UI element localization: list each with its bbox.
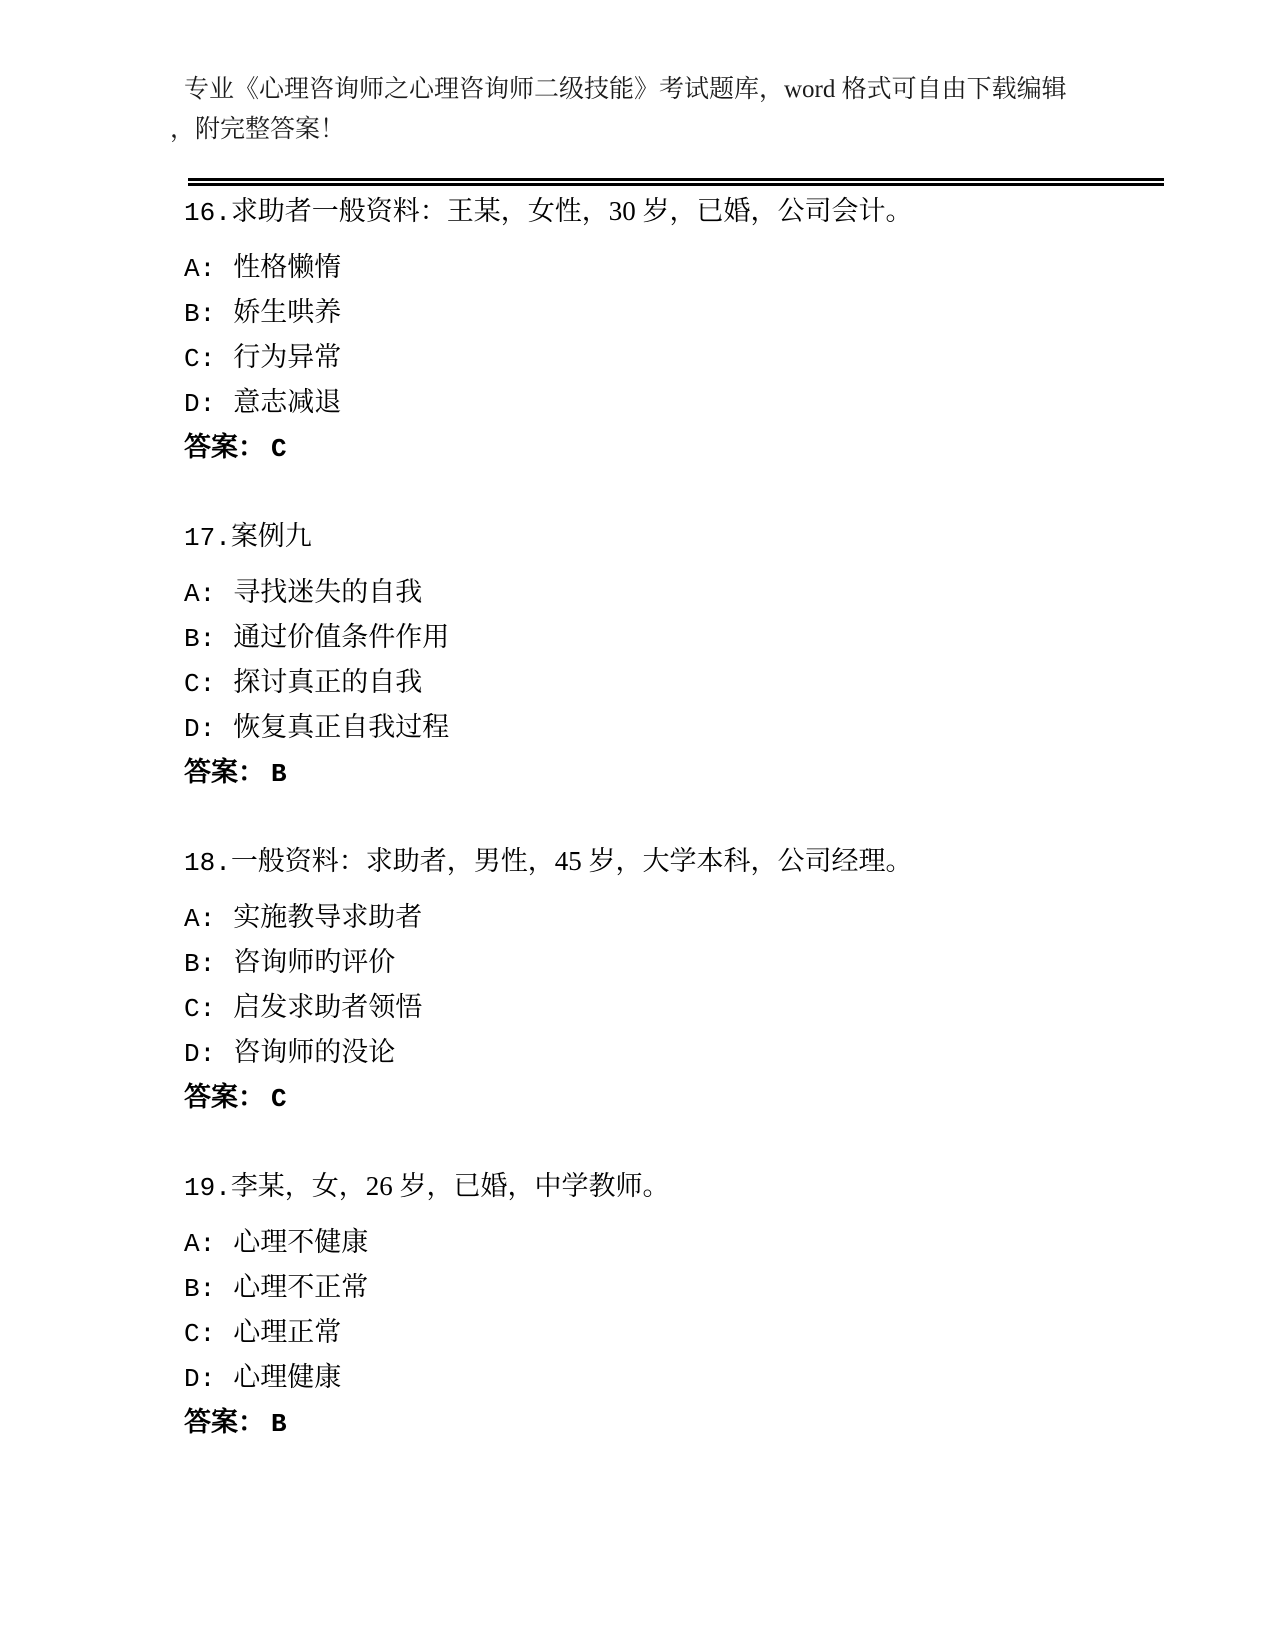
question-19 xyxy=(184,1165,1175,1446)
question-18 xyxy=(184,840,1175,1121)
option-b xyxy=(184,291,1175,336)
answer-row xyxy=(184,426,1175,471)
question-number: 19. xyxy=(184,1173,231,1203)
option-text: 心理健康 xyxy=(233,1362,342,1392)
question-number: 18. xyxy=(184,848,231,878)
option-text: 恢复真正自我过程 xyxy=(233,712,450,742)
option-a xyxy=(184,896,1175,941)
question-number: 17. xyxy=(184,523,231,553)
option-label: B: xyxy=(184,1274,216,1304)
answer-row xyxy=(184,751,1175,796)
option-label: D: xyxy=(184,1039,216,1069)
option-b xyxy=(184,941,1175,986)
option-a xyxy=(184,246,1175,291)
option-label: B: xyxy=(184,949,216,979)
question-stem-text: 案例九 xyxy=(230,521,312,551)
question-stem xyxy=(184,1165,1175,1210)
option-label: D: xyxy=(184,714,216,744)
question-stem-text: 求助者一般资料：王某，女性，30 岁，已婚，公司会计。 xyxy=(230,196,913,226)
question-17 xyxy=(184,515,1175,796)
option-label: B: xyxy=(184,299,216,329)
answer-value: B xyxy=(271,759,287,789)
option-d xyxy=(184,706,1175,751)
question-list xyxy=(184,190,1175,1446)
option-label: C: xyxy=(184,1319,216,1349)
document-header xyxy=(170,70,1175,150)
header-divider-double-rule xyxy=(188,178,1164,186)
option-a xyxy=(184,1221,1175,1266)
option-text: 意志减退 xyxy=(233,387,342,417)
answer-label: 答案： xyxy=(184,1082,265,1112)
question-stem-text: 李某，女，26 岁，已婚，中学教师。 xyxy=(230,1171,670,1201)
question-stem xyxy=(184,515,1175,560)
question-16 xyxy=(184,190,1175,471)
option-label: A: xyxy=(184,579,216,609)
header-line-1: 专业《心理咨询师之心理咨询师二级技能》考试题库，word 格式可自由下载编辑 xyxy=(184,76,1067,103)
option-d xyxy=(184,1356,1175,1401)
option-text: 探讨真正的自我 xyxy=(233,667,423,697)
option-label: D: xyxy=(184,1364,216,1394)
option-c xyxy=(184,986,1175,1031)
answer-row xyxy=(184,1401,1175,1446)
answer-row xyxy=(184,1076,1175,1121)
answer-label: 答案： xyxy=(184,1407,265,1437)
answer-value: C xyxy=(271,1084,287,1114)
option-d xyxy=(184,381,1175,426)
option-text: 心理正常 xyxy=(233,1317,342,1347)
option-text: 启发求助者领悟 xyxy=(233,992,423,1022)
question-stem xyxy=(184,840,1175,885)
option-a xyxy=(184,571,1175,616)
option-b xyxy=(184,616,1175,661)
question-number: 16. xyxy=(184,198,231,228)
option-text: 通过价值条件作用 xyxy=(233,622,450,652)
option-c xyxy=(184,1311,1175,1356)
answer-label: 答案： xyxy=(184,432,265,462)
answer-value: B xyxy=(271,1409,287,1439)
option-label: C: xyxy=(184,994,216,1024)
answer-value: C xyxy=(271,434,287,464)
option-label: A: xyxy=(184,904,216,934)
header-line-2: ，附完整答案！ xyxy=(170,116,346,143)
option-label: C: xyxy=(184,344,216,374)
option-c xyxy=(184,336,1175,381)
question-stem xyxy=(184,190,1175,235)
option-text: 行为异常 xyxy=(233,342,342,372)
option-label: A: xyxy=(184,254,216,284)
option-text: 心理不健康 xyxy=(233,1227,369,1257)
option-text: 咨询师的没论 xyxy=(233,1037,396,1067)
option-b xyxy=(184,1266,1175,1311)
answer-label: 答案： xyxy=(184,757,265,787)
option-label: B: xyxy=(184,624,216,654)
option-c xyxy=(184,661,1175,706)
question-stem-text: 一般资料：求助者，男性，45 岁，大学本科，公司经理。 xyxy=(230,846,913,876)
option-label: A: xyxy=(184,1229,216,1259)
option-label: C: xyxy=(184,669,216,699)
option-text: 寻找迷失的自我 xyxy=(233,577,423,607)
option-text: 娇生哄养 xyxy=(233,297,342,327)
option-d xyxy=(184,1031,1175,1076)
option-text: 心理不正常 xyxy=(233,1272,369,1302)
option-label: D: xyxy=(184,389,216,419)
option-text: 实施教导求助者 xyxy=(233,902,423,932)
option-text: 性格懒惰 xyxy=(233,252,342,282)
option-text: 咨询师旳评价 xyxy=(233,947,396,977)
